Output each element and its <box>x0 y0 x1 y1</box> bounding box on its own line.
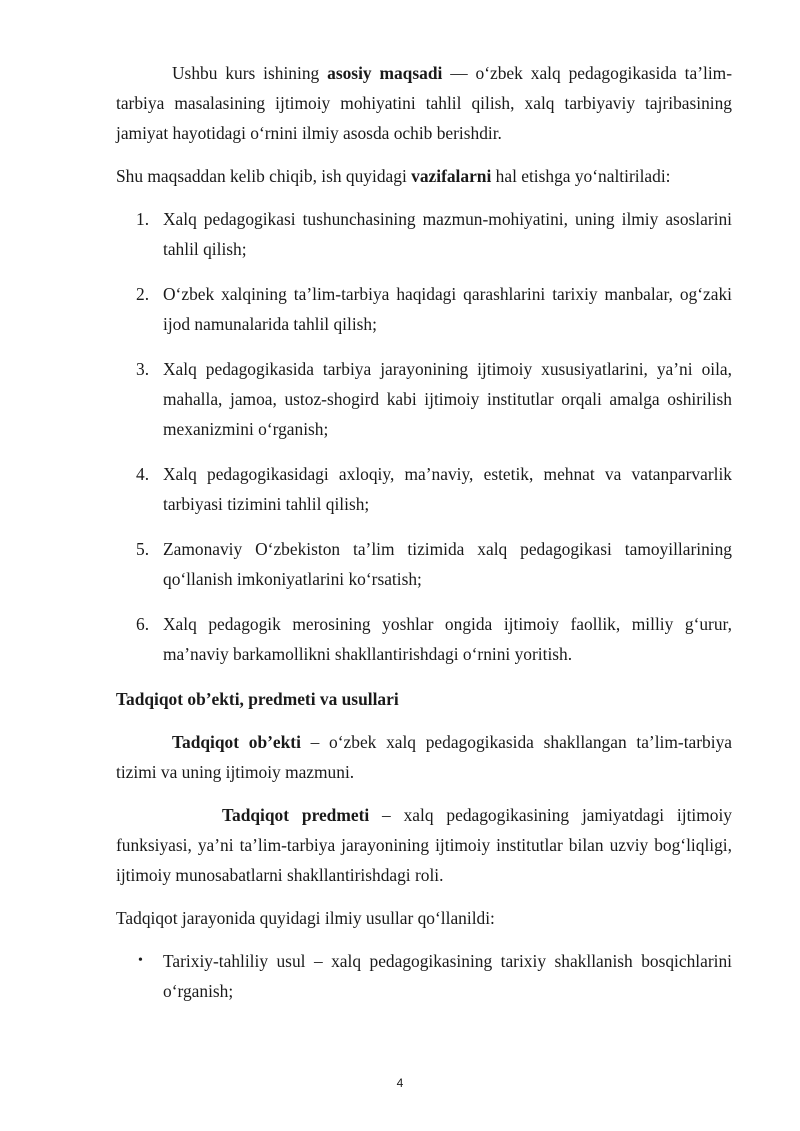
page-content <box>116 58 732 1006</box>
task-text: Xalq pedagogikasida tarbiya jarayonining ijtimoiy xususiyatlarini, ya’ni oila, mahalla, jamoa, ustoz-shogird kabi ijtimoiy institutlar orqali amalga oshirilish mexanizmini o‘rganish; <box>163 359 732 439</box>
object-text: – o‘zbek xalq pedagogikasida shakllangan ta’lim-tarbiya tizimi va uning ijtimoiy mazmuni. <box>116 732 732 782</box>
method-text: Tarixiy-tahliliy usul – xalq pedagogikasining tarixiy shakllanish bosqichlarini o‘rganish; <box>163 951 732 1001</box>
task-number: 5. <box>136 539 150 559</box>
section-heading-text: Tadqiqot ob’ekti, predmeti va usullari <box>116 689 399 709</box>
task-number: 6. <box>136 614 150 634</box>
task-text: O‘zbek xalqining ta’lim-tarbiya haqidagi qarashlarini tarixiy manbalar, og‘zaki ijod namunalarida tahlil qilish; <box>163 284 732 334</box>
task-number: 2. <box>136 284 150 304</box>
tasks-list <box>116 204 732 669</box>
task-text: Xalq pedagogikasi tushunchasining mazmun-mohiyatini, uning ilmiy asoslarini tahlil qilish; <box>163 209 732 259</box>
subject-bold: Tadqiqot predmeti <box>222 805 370 825</box>
purpose-text-post: — o‘zbek xalq pedagogikasida ta’lim-tarbiya masalasining ijtimoiy mohiyatini tahlil qilish, xalq tarbiyaviy tajribasining jamiyat hayotidagi o‘rnini ilmiy asosda ochib berishdir. <box>116 63 733 143</box>
task-item <box>116 459 732 519</box>
purpose-paragraph <box>116 58 732 148</box>
task-item <box>116 354 732 444</box>
object-paragraph <box>116 727 732 787</box>
task-item <box>116 279 732 339</box>
task-text: Xalq pedagogikasidagi axloqiy, ma’naviy, estetik, mehnat va vatanparvarlik tarbiyasi tizimini tahlil qilish; <box>163 464 732 514</box>
purpose-text-pre: Ushbu kurs ishining <box>172 63 328 83</box>
tasks-intro-pre: Shu maqsaddan kelib chiqib, ish quyidagi <box>116 166 412 186</box>
task-number: 4. <box>136 464 150 484</box>
page-number: 4 <box>396 1076 404 1090</box>
tasks-intro-post: hal etishga yo‘naltiriladi: <box>491 166 671 186</box>
method-item <box>116 946 732 1006</box>
purpose-bold: asosiy maqsadi <box>327 63 443 83</box>
task-text: Xalq pedagogik merosining yoshlar ongida ijtimoiy faollik, milliy g‘urur, ma’naviy barkamollikni shakllantirishdagi o‘rnini yoritish. <box>163 614 732 664</box>
task-number: 1. <box>136 209 150 229</box>
methods-list <box>116 946 732 1006</box>
section-heading <box>116 684 732 714</box>
subject-paragraph <box>116 800 732 890</box>
subject-text: – xalq pedagogikasining jamiyatdagi ijtimoiy funksiyasi, ya’ni ta’lim-tarbiya jarayonining ijtimoiy institutlar bilan uzviy bog‘liqligi, ijtimoiy munosabatlarni shakllantirishdagi roli. <box>116 805 732 885</box>
tasks-intro-bold: vazifalarni <box>411 166 492 186</box>
task-item <box>116 204 732 264</box>
object-bold: Tadqiqot ob’ekti <box>172 732 301 752</box>
methods-intro: Tadqiqot jarayonida quyidagi ilmiy usullar qo‘llanildi: <box>116 908 495 928</box>
task-item <box>116 609 732 669</box>
task-item <box>116 534 732 594</box>
task-number: 3. <box>136 359 150 379</box>
bullet-icon: • <box>138 953 143 968</box>
tasks-intro-paragraph <box>116 161 732 191</box>
task-text: Zamonaviy O‘zbekiston ta’lim tizimida xalq pedagogikasi tamoyillarining qo‘llanish imkoniyatlarini ko‘rsatish; <box>163 539 732 589</box>
